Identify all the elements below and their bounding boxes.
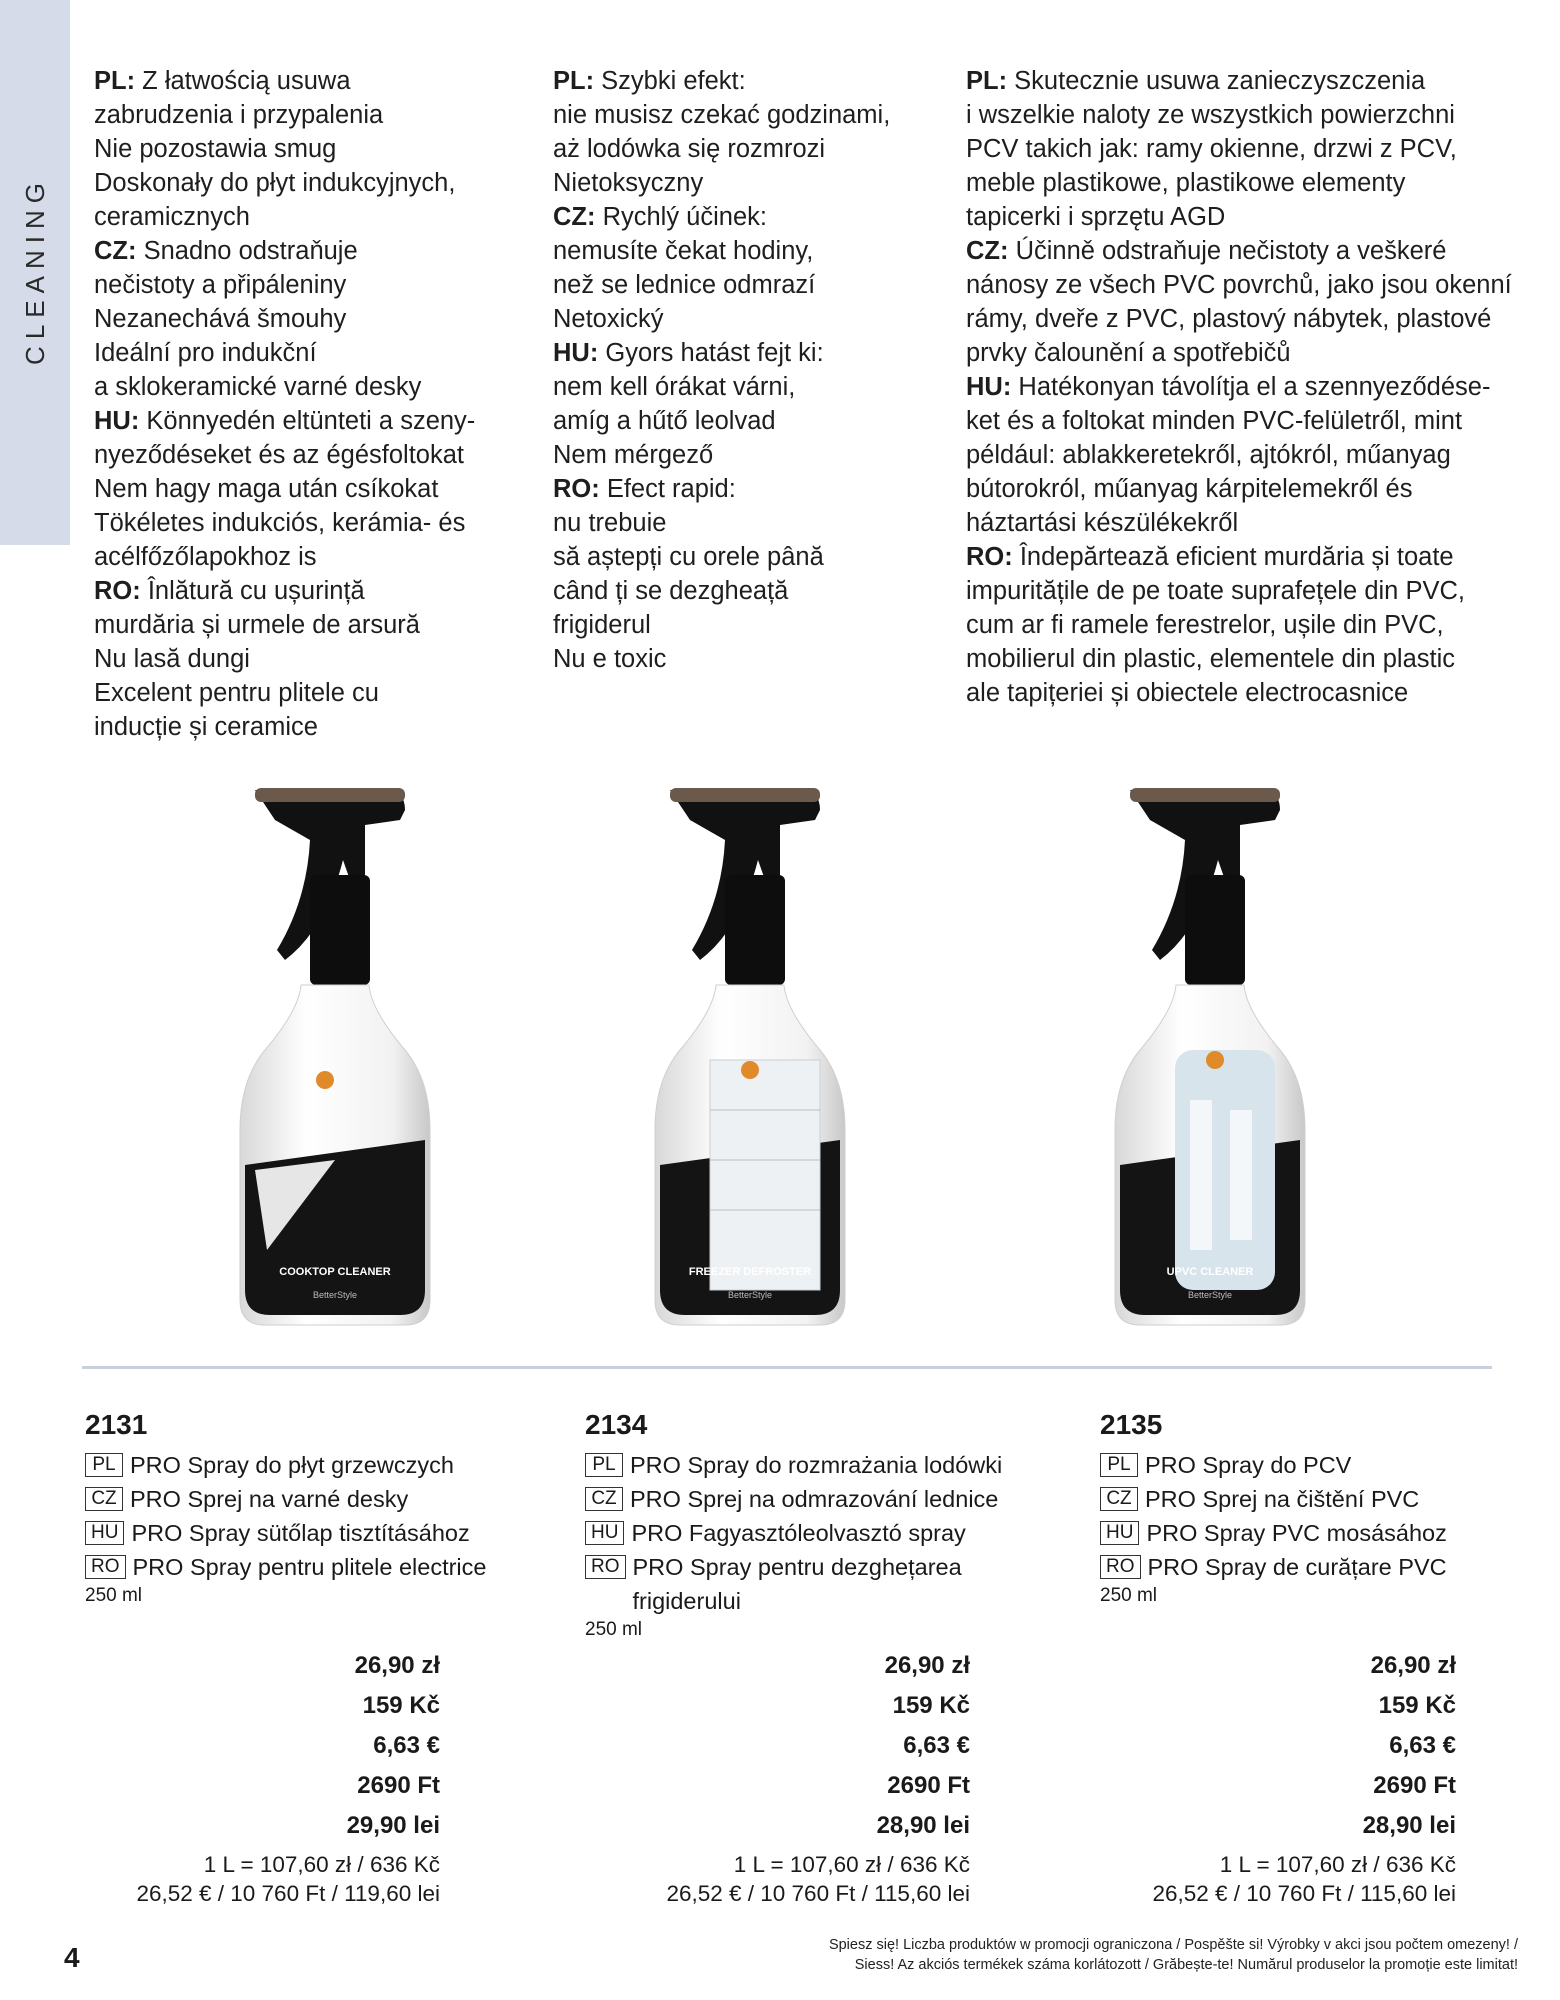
description-line [553, 98, 933, 132]
description-text: nem kell órákat várni, [553, 373, 796, 401]
product-name-row [1100, 1448, 1560, 1482]
product-name: PRO Fagyasztóleolvasztó spray [631, 1520, 966, 1546]
description-text: prvky čalounění a spotřebičů [966, 339, 1291, 367]
description-text: murdăria și urmele de arsură [94, 611, 420, 639]
description-line [94, 710, 514, 744]
description-text: ale tapițeriei și obiectele electrocasnice [966, 679, 1409, 707]
bottle-brand: BetterStyle [727, 1290, 773, 1300]
language-badge: PL [1100, 1453, 1138, 1477]
product-code: 2131 [85, 1409, 148, 1440]
description-text: Gyors hatást fejt ki: [598, 339, 824, 367]
description-text: nyeződéseket és az égésfoltokat [94, 441, 464, 469]
description-line [553, 336, 933, 370]
price: 6,63 € [373, 1732, 440, 1759]
product-volume: 250 ml [1100, 1585, 1158, 1606]
product-name: PRO Spray do rozmrażania lodówki [630, 1452, 1003, 1478]
description-text: când ți se dezgheață [553, 577, 789, 605]
bottle-upvc-cleaner-image [1090, 780, 1330, 1340]
description-text: Nu e toxic [553, 645, 667, 673]
price: 28,90 lei [876, 1812, 970, 1839]
language-tag: RO: [966, 543, 1013, 571]
description-text: Hatékonyan távolítja el a szennyeződése- [1011, 373, 1491, 401]
price-block-2134 [550, 1646, 970, 1908]
description-line [94, 574, 514, 608]
product-name: PRO Spray pentru dezghețarea frigiderului [632, 1554, 962, 1614]
description-line [94, 506, 514, 540]
description-cooktop [94, 64, 514, 744]
description-line [966, 404, 1526, 438]
language-badge: RO [585, 1555, 626, 1579]
language-badge: HU [85, 1521, 124, 1545]
bottle-label: FREEZER DEFROSTER [688, 1266, 812, 1278]
description-line [94, 438, 514, 472]
product-name: PRO Spray PVC mosásához [1146, 1520, 1447, 1546]
product-name: PRO Spray de curățare PVC [1147, 1554, 1447, 1580]
description-text: nu trebuie [553, 509, 667, 537]
description-line [966, 642, 1526, 676]
description-line [94, 98, 514, 132]
description-line [553, 268, 933, 302]
product-name-row [585, 1550, 1055, 1618]
description-text: ket és a foltokat minden PVC-felületről, mint [966, 407, 1463, 435]
description-text: mobilierul din plastic, elementele din plastic [966, 645, 1455, 673]
language-badge: CZ [585, 1487, 623, 1511]
price: 2690 Ft [887, 1772, 970, 1799]
description-line [94, 268, 514, 302]
description-text: Szybki efekt: [594, 67, 746, 95]
description-text: frigiderul [553, 611, 651, 639]
description-text: Excelent pentru plitele cu [94, 679, 379, 707]
unit-price-line: 26,52 € / 10 760 Ft / 115,60 lei [666, 1881, 970, 1906]
promo-disclaimer [798, 1935, 1518, 1975]
language-badge: RO [85, 1555, 126, 1579]
description-text: Netoxický [553, 305, 664, 333]
description-text: háztartási készülékekről [966, 509, 1239, 537]
description-text: Skutecznie usuwa zanieczyszczenia [1007, 67, 1426, 95]
description-line [553, 370, 933, 404]
product-name-row [1100, 1550, 1560, 1584]
description-text: nečistoty a připáleniny [94, 271, 347, 299]
description-line [94, 132, 514, 166]
price: 29,90 lei [346, 1812, 440, 1839]
description-text: rámy, dveře z PVC, plastový nábytek, plastové [966, 305, 1492, 333]
disclaimer-line: Spiesz się! Liczba produktów w promocji ograniczona / Pospěšte si! Výrobky v akci jsou počtem omezeny! / [828, 1937, 1518, 1953]
description-text: Nezanechává šmouhy [94, 305, 347, 333]
product-name-row [85, 1448, 555, 1482]
description-text: Nie pozostawia smug [94, 135, 337, 163]
description-line [553, 506, 933, 540]
description-line [94, 404, 514, 438]
product-volume: 250 ml [585, 1619, 643, 1640]
description-line [553, 132, 933, 166]
description-text: PCV takich jak: ramy okienne, drzwi z PCV, [966, 135, 1457, 163]
product-volume: 250 ml [85, 1585, 143, 1606]
description-text: Nem mérgező [553, 441, 714, 469]
unit-price-line: 1 L = 107,60 zł / 636 Kč [1219, 1852, 1456, 1877]
price: 28,90 lei [1362, 1812, 1456, 1839]
description-line [966, 132, 1526, 166]
product-name-row [585, 1448, 1055, 1482]
bottle-freezer-defroster-image [630, 780, 870, 1340]
description-text: meble plastikowe, plastikowe elementy [966, 169, 1406, 197]
description-line [966, 438, 1526, 472]
product-name-row [585, 1516, 1055, 1550]
price: 26,90 zł [1370, 1652, 1456, 1679]
product-name-row [85, 1550, 555, 1584]
description-text: Efect rapid: [599, 475, 736, 503]
description-line [553, 574, 933, 608]
price-block-2131 [20, 1646, 440, 1908]
description-text: a sklokeramické varné desky [94, 373, 422, 401]
description-line [94, 166, 514, 200]
description-text: Z łatwością usuwa [135, 67, 351, 95]
description-pvc [966, 64, 1526, 710]
description-text: nemusíte čekat hodiny, [553, 237, 814, 265]
description-text: impuritățile de pe toate suprafețele din PVC, [966, 577, 1465, 605]
description-text: nánosy ze všech PVC povrchů, jako jsou okenní [966, 271, 1512, 299]
language-badge: PL [85, 1453, 123, 1477]
description-text: cum ar fi ramele ferestrelor, ușile din PVC, [966, 611, 1444, 639]
product-name-row [585, 1482, 1055, 1516]
description-text: i wszelkie naloty ze wszystkich powierzchni [966, 101, 1455, 129]
description-text: Účinně odstraňuje nečistoty a veškeré [1008, 237, 1447, 265]
description-line [966, 336, 1526, 370]
description-line [553, 166, 933, 200]
description-line [966, 200, 1526, 234]
description-freezer [553, 64, 933, 676]
description-line [553, 302, 933, 336]
description-text: Rychlý účinek: [595, 203, 767, 231]
language-tag: CZ: [966, 237, 1009, 265]
description-line [553, 438, 933, 472]
description-text: nie musisz czekać godzinami, [553, 101, 891, 129]
price: 26,90 zł [354, 1652, 440, 1679]
unit-price [20, 1850, 440, 1908]
language-badge: CZ [1100, 1487, 1138, 1511]
price: 6,63 € [1389, 1732, 1456, 1759]
description-text: Îndepărtează eficient murdăria și toate [1012, 543, 1454, 571]
language-tag: RO: [553, 475, 600, 503]
section-tab [0, 0, 70, 545]
unit-price [550, 1850, 970, 1908]
description-line [94, 642, 514, 676]
product-name: PRO Sprej na odmrazování lednice [630, 1486, 999, 1512]
description-text: Înlătură cu ușurință [140, 577, 365, 605]
description-line [94, 472, 514, 506]
description-line [94, 540, 514, 574]
description-line [966, 676, 1526, 710]
description-text: Ideální pro indukční [94, 339, 317, 367]
product-name: PRO Spray do płyt grzewczych [130, 1452, 454, 1478]
description-line [94, 302, 514, 336]
description-line [94, 234, 514, 268]
description-line [966, 608, 1526, 642]
product-name-row [85, 1516, 555, 1550]
description-text: Snadno odstraňuje [136, 237, 358, 265]
price: 159 Kč [892, 1692, 970, 1719]
product-name: PRO Sprej na čištění PVC [1145, 1486, 1420, 1512]
description-text: Nem hagy maga után csíkokat [94, 475, 439, 503]
language-badge: HU [585, 1521, 624, 1545]
product-name: PRO Sprej na varné desky [130, 1486, 409, 1512]
product-2131 [85, 1408, 555, 1608]
language-badge: PL [585, 1453, 623, 1477]
product-code: 2134 [585, 1409, 648, 1440]
price: 159 Kč [1378, 1692, 1456, 1719]
description-text: Doskonały do płyt indukcyjnych, [94, 169, 456, 197]
language-badge: HU [1100, 1521, 1139, 1545]
description-text: Nu lasă dungi [94, 645, 250, 673]
bottle-brand: BetterStyle [312, 1290, 358, 1300]
description-text: Tökéletes indukciós, kerámia- és [94, 509, 466, 537]
unit-price-line: 1 L = 107,60 zł / 636 Kč [203, 1852, 440, 1877]
product-name-row [1100, 1482, 1560, 1516]
language-tag: HU: [94, 407, 140, 435]
product-name-row [1100, 1516, 1560, 1550]
description-line [966, 540, 1526, 574]
language-tag: HU: [553, 339, 599, 367]
description-text: bútorokról, műanyag kárpitelemekről és [966, 475, 1413, 503]
price: 2690 Ft [357, 1772, 440, 1799]
description-text: Könnyedén eltünteti a szeny- [139, 407, 476, 435]
language-tag: PL: [94, 67, 136, 95]
divider [82, 1366, 1492, 1369]
product-name: PRO Spray do PCV [1145, 1452, 1352, 1478]
description-line [966, 166, 1526, 200]
price: 159 Kč [362, 1692, 440, 1719]
description-line [553, 540, 933, 574]
price-block-2135 [1036, 1646, 1456, 1908]
product-2134 [585, 1408, 1055, 1642]
description-text: például: ablakkeretekről, ajtókról, műanyag [966, 441, 1451, 469]
description-text: než se lednice odmrazí [553, 271, 816, 299]
description-line [553, 642, 933, 676]
description-text: tapicerki i sprzętu AGD [966, 203, 1226, 231]
description-line [94, 200, 514, 234]
description-text: inducție și ceramice [94, 713, 318, 741]
language-tag: PL: [553, 67, 595, 95]
language-tag: HU: [966, 373, 1012, 401]
price: 2690 Ft [1373, 1772, 1456, 1799]
description-line [966, 234, 1526, 268]
bottle-cooktop-cleaner-image [215, 780, 455, 1340]
description-line [966, 574, 1526, 608]
language-tag: CZ: [553, 203, 596, 231]
language-tag: PL: [966, 67, 1008, 95]
description-text: Nietoksyczny [553, 169, 704, 197]
section-label: CLEANING [19, 175, 50, 365]
description-line [94, 64, 514, 98]
description-line [553, 234, 933, 268]
product-name: PRO Spray pentru plitele electrice [132, 1554, 487, 1580]
description-line [553, 472, 933, 506]
description-line [966, 98, 1526, 132]
description-text: ceramicznych [94, 203, 250, 231]
description-line [966, 64, 1526, 98]
description-text: zabrudzenia i przypalenia [94, 101, 384, 129]
bottle-brand: BetterStyle [1187, 1290, 1233, 1300]
language-badge: CZ [85, 1487, 123, 1511]
language-tag: CZ: [94, 237, 137, 265]
description-line [94, 336, 514, 370]
unit-price-line: 26,52 € / 10 760 Ft / 115,60 lei [1152, 1881, 1456, 1906]
description-line [94, 676, 514, 710]
description-line [553, 608, 933, 642]
description-line [553, 404, 933, 438]
description-line [553, 200, 933, 234]
language-tag: RO: [94, 577, 141, 605]
unit-price-line: 26,52 € / 10 760 Ft / 119,60 lei [136, 1881, 440, 1906]
unit-price [1036, 1850, 1456, 1908]
description-line [966, 302, 1526, 336]
description-line [966, 268, 1526, 302]
page-number: 4 [64, 1942, 80, 1973]
description-line [966, 370, 1526, 404]
product-2135 [1100, 1408, 1560, 1608]
description-line [94, 370, 514, 404]
description-line [553, 64, 933, 98]
description-text: aż lodówka się rozmrozi [553, 135, 826, 163]
price: 6,63 € [903, 1732, 970, 1759]
disclaimer-line: Siess! Az akciós termékek száma korlátozott / Grăbește-te! Numărul produselor la promoție este limitat! [854, 1957, 1518, 1973]
description-text: acélfőzőlapokhoz is [94, 543, 317, 571]
product-code: 2135 [1100, 1409, 1163, 1440]
language-badge: RO [1100, 1555, 1141, 1579]
product-name-row [85, 1482, 555, 1516]
description-text: să aștepți cu orele până [553, 543, 824, 571]
bottle-label: UPVC CLEANER [1166, 1266, 1254, 1278]
description-line [94, 608, 514, 642]
description-line [966, 472, 1526, 506]
description-line [966, 506, 1526, 540]
description-text: amíg a hűtő leolvad [553, 407, 776, 435]
price: 26,90 zł [884, 1652, 970, 1679]
product-name: PRO Spray sütőlap tisztításához [131, 1520, 470, 1546]
bottle-label: COOKTOP CLEANER [279, 1266, 391, 1278]
unit-price-line: 1 L = 107,60 zł / 636 Kč [733, 1852, 970, 1877]
